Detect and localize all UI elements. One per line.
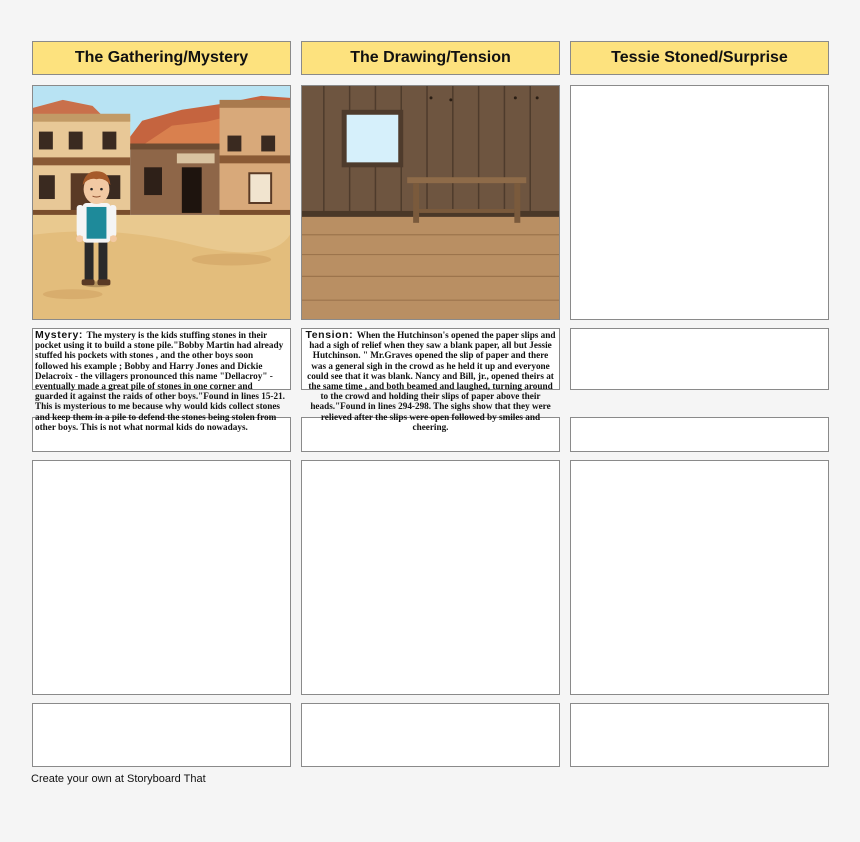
wooden-room-table-scene: [302, 86, 559, 319]
text-cell-3b[interactable]: [570, 417, 829, 452]
text-cell-5[interactable]: [301, 703, 560, 767]
mystery-lead: Mystery:: [35, 329, 87, 341]
text-cell-6[interactable]: [570, 703, 829, 767]
scene-cell-wooden-room[interactable]: [301, 85, 560, 320]
scene-cell-empty-4[interactable]: [32, 460, 291, 695]
western-town-boy-scene: [33, 86, 290, 319]
text-cell-4[interactable]: [32, 703, 291, 767]
text-cell-3a[interactable]: [570, 328, 829, 390]
scene-cell-western-town[interactable]: [32, 85, 291, 320]
tension-body: When the Hutchinson's opened the paper slips and had a sigh of relief when they saw a blank paper, all but Jessie Hutchinson. " Mr.Graves opened the slip of paper and there was a general sigh in the crowd as he held it up and everyone could see that it was blank. Nancy and Bill, jr., opened theirs at the same time , and both beamed and laughed, turning around to the crowd and holding their slips of paper above their heads."Found in lines 294-298. The sighs show that they were relieved after the slips were open followed by smiles and cheering.: [307, 330, 556, 432]
scene-cell-empty-5[interactable]: [301, 460, 560, 695]
column-header-drawing: The Drawing/Tension: [301, 41, 560, 75]
scene-cell-empty-6[interactable]: [570, 460, 829, 695]
tension-lead: Tension:: [305, 329, 357, 341]
mystery-description: [35, 330, 286, 432]
tension-description: [305, 330, 556, 432]
mystery-body: The mystery is the kids stuffing stones in their pocket using it to build a stone pile."Bobby Martin had already stuffed his pockets with stones , and the other boys soon followed his example ; Bobby and Harry Jones and Dickie Delacroix - the villagers pronounced this name "Dellacroy" -eventually made a great pile of stones in one corner and guarded it against the raids of other boys."Found in lines 15-21. This is mysterious to me because why would kids collect stones and keep them in a pile to defend the stones being stolen from other boys. This is not what normal kids do nowadays.: [35, 330, 285, 432]
scene-cell-empty-3[interactable]: [570, 85, 829, 320]
footer-credit: Create your own at Storyboard That: [31, 773, 206, 785]
column-header-gathering: The Gathering/Mystery: [32, 41, 291, 75]
column-header-tessie: Tessie Stoned/Surprise: [570, 41, 829, 75]
